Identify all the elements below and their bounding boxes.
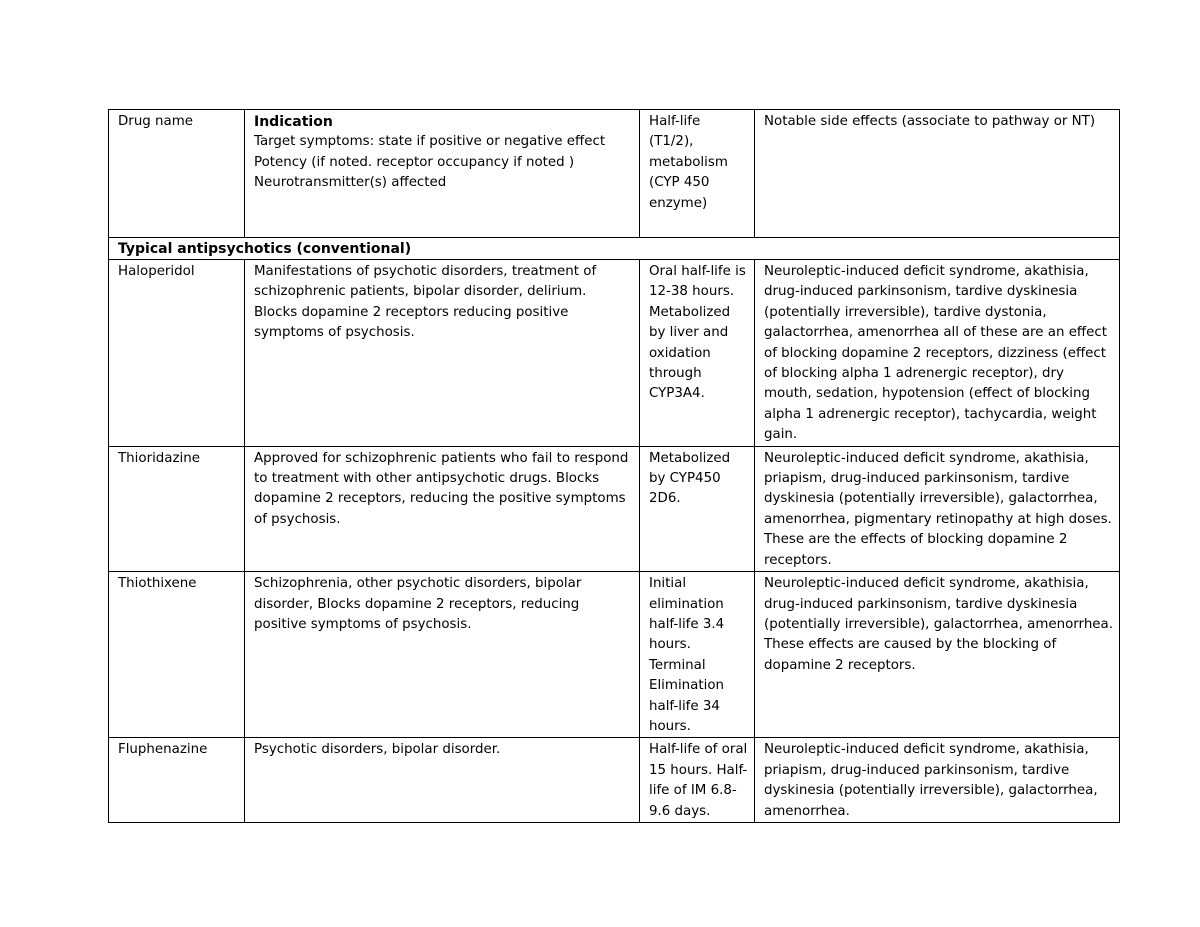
header-indication-line: Target symptoms: state if positive or negative effect — [254, 134, 606, 150]
indication-text: Approved for schizophrenic patients who fail to respond to treatment with other antipsychotic drugs. Blocks dopamine 2 receptors, reducing the positive symptoms of psychosis. — [254, 450, 629, 527]
side-effects-cell — [755, 446, 1120, 571]
section-title: Typical antipsychotics (conventional) — [118, 241, 412, 257]
side-effects-cell — [755, 572, 1120, 738]
side-effects-cell — [755, 260, 1120, 447]
table-row — [109, 572, 1120, 738]
side-effects-text: Neuroleptic-induced deficit syndrome, akathisia, drug-induced parkinsonism, tardive dyskinesia (potentially irreversible), galactorrhea, amenorrhea. These effects are caused by the blocking of dopamine 2 receptors. — [764, 576, 1114, 673]
indication-cell — [245, 446, 640, 571]
header-indication-line: Neurotransmitter(s) affected — [254, 175, 447, 191]
drug-table — [108, 109, 1120, 823]
side-effects-cell — [755, 738, 1120, 823]
side-effects-text: Neuroleptic-induced deficit syndrome, akathisia, priapism, drug-induced parkinsonism, tardive dyskinesia (potentially irreversible), galactorrhea, amenorrhea. — [764, 742, 1098, 819]
header-drug-name-text: Drug name — [118, 114, 194, 129]
indication-text: Schizophrenia, other psychotic disorders, bipolar disorder, Blocks dopamine 2 receptors, reducing positive symptoms of psychosis. — [254, 576, 582, 632]
drug-name-cell — [109, 446, 245, 571]
header-side-effects — [755, 110, 1120, 238]
drug-name: Fluphenazine — [118, 742, 208, 758]
indication-cell — [245, 260, 640, 447]
header-half-life — [640, 110, 755, 238]
drug-name-cell — [109, 260, 245, 447]
drug-name-cell — [109, 572, 245, 738]
table-header-row — [109, 110, 1120, 238]
table-row — [109, 738, 1120, 823]
half-life-text: Oral half-life is 12-38 hours. Metabolized by liver and oxidation through CYP3A4. — [649, 264, 746, 402]
header-half-life-text: Half-life (T1/2), metabolism (CYP 450 enzyme) — [649, 114, 728, 211]
section-cell — [109, 238, 1120, 260]
indication-cell — [245, 738, 640, 823]
side-effects-text: Neuroleptic-induced deficit syndrome, akathisia, drug-induced parkinsonism, tardive dyskinesia (potentially irreversible), tardive dystonia, galactorrhea, amenorrhea all of these are an effect of blocking dopamine 2 receptors, dizziness (effect of blocking alpha 1 adrenergic receptor), dry mouth, sedation, hypotension (effect of blocking alpha 1 adrenergic receptor), tachycardia, weight gain. — [764, 264, 1108, 443]
header-drug-name — [109, 110, 245, 238]
header-indication — [245, 110, 640, 238]
half-life-cell — [640, 738, 755, 823]
indication-text: Psychotic disorders, bipolar disorder. — [254, 742, 501, 758]
half-life-text: Initial elimination half-life 3.4 hours. Terminal Elimination half-life 34 hours. — [649, 576, 725, 734]
drug-name: Thioridazine — [118, 450, 200, 466]
table-row — [109, 446, 1120, 571]
half-life-text: Metabolized by CYP450 2D6. — [649, 450, 731, 507]
half-life-cell — [640, 446, 755, 571]
half-life-cell — [640, 572, 755, 738]
header-indication-line: Potency (if noted. receptor occupancy if noted ) — [254, 154, 575, 170]
indication-text: Manifestations of psychotic disorders, treatment of schizophrenic patients, bipolar disorder, delirium. Blocks dopamine 2 receptors reducing positive symptoms of psychosis. — [254, 264, 597, 341]
table-row — [109, 260, 1120, 447]
section-row — [109, 238, 1120, 260]
drug-name: Thiothixene — [118, 576, 197, 592]
header-side-effects-text: Notable side effects (associate to pathway or NT) — [764, 114, 1096, 129]
indication-cell — [245, 572, 640, 738]
drug-name: Haloperidol — [118, 264, 195, 279]
half-life-text: Half-life of oral 15 hours. Half-life of IM 6.8-9.6 days. — [649, 742, 748, 819]
header-indication-title: Indication — [254, 114, 333, 130]
drug-name-cell — [109, 738, 245, 823]
half-life-cell — [640, 260, 755, 447]
side-effects-text: Neuroleptic-induced deficit syndrome, akathisia, priapism, drug-induced parkinsonism, tardive dyskinesia (potentially irreversible), galactorrhea, amenorrhea, pigmentary retinopathy at high doses. These are the effects of blocking dopamine 2 receptors. — [764, 450, 1112, 568]
